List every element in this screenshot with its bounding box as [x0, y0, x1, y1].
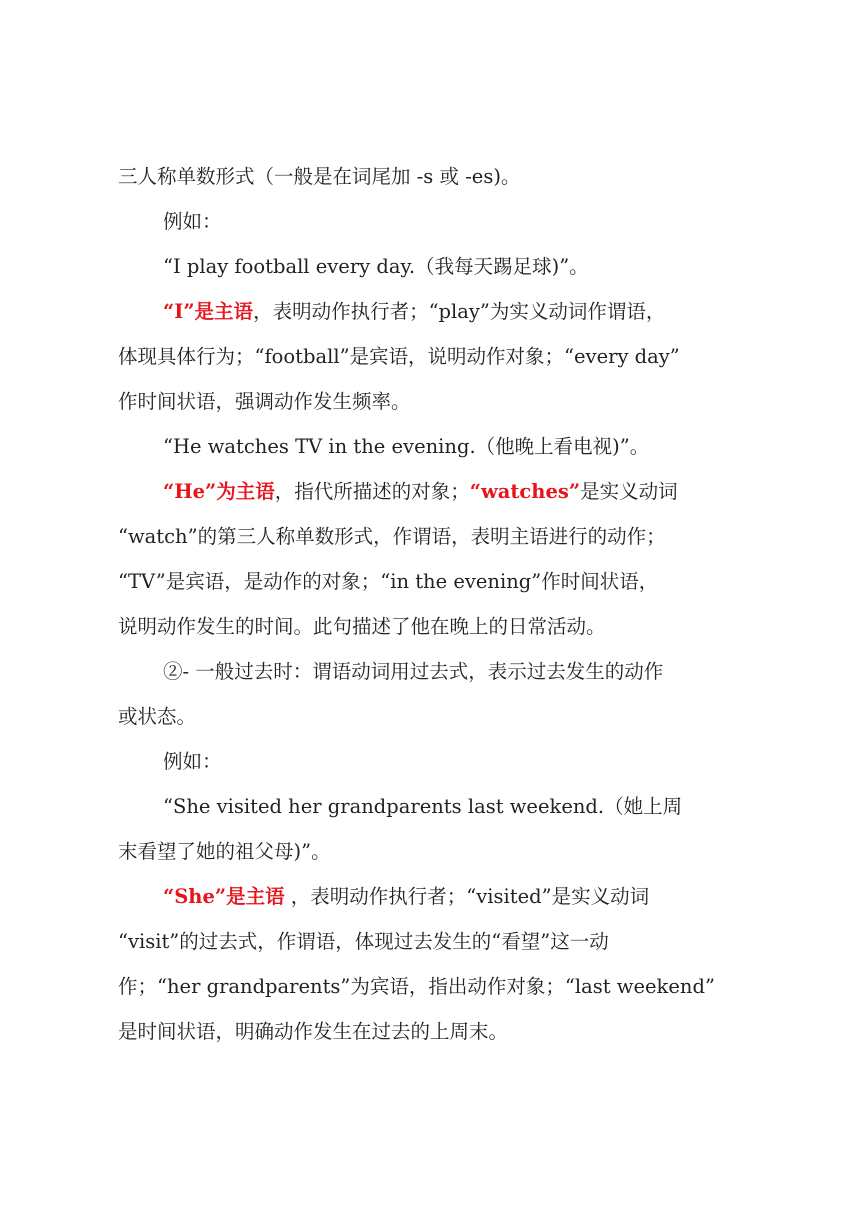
paragraph-line	[118, 469, 758, 514]
text-run: 体现具体行为；“football”是宾语，说明动作对象；“every day”	[118, 345, 680, 368]
text-run: ，表明动作执行者；“visited”是实义动词	[284, 885, 650, 908]
example-sentence	[118, 784, 758, 829]
paragraph-line	[118, 379, 758, 424]
text-run: 三人称单数形式（一般是在词尾加 -s 或 -es)。	[118, 165, 521, 188]
text-run: ，表明动作执行者；“play”为实义动词作谓语，	[253, 300, 666, 323]
paragraph-line	[118, 964, 758, 1009]
text-run: 末看望了她的祖父母)”。	[118, 840, 331, 863]
text-run: “I play football every day.（我每天踢足球)”。	[163, 255, 589, 278]
text-run: ，指代所描述的对象；	[274, 480, 470, 503]
text-run: 是实义动词	[580, 480, 678, 503]
text-run: 作；“her grandparents”为宾语，指出动作对象；“last weekend”	[118, 975, 715, 998]
paragraph-line	[118, 604, 758, 649]
highlighted-subject: “I”是主语	[163, 300, 254, 323]
paragraph-line	[118, 154, 758, 199]
text-run: 例如：	[163, 210, 222, 233]
text-run: 例如：	[163, 750, 222, 773]
text-run: ②- 一般过去时：谓语动词用过去式，表示过去发生的动作	[163, 660, 664, 683]
paragraph-line	[118, 289, 758, 334]
paragraph-line	[118, 514, 758, 559]
paragraph-line	[118, 739, 758, 784]
highlighted-verb: “watches”	[469, 480, 581, 503]
text-run: 是时间状语，明确动作发生在过去的上周末。	[118, 1020, 509, 1043]
text-run: 或状态。	[118, 705, 197, 728]
text-run: “He watches TV in the evening.（他晚上看电视)”。	[163, 435, 650, 458]
section-heading-line	[118, 649, 758, 694]
example-sentence	[118, 424, 758, 469]
highlighted-subject: “She”是主语	[163, 885, 285, 908]
paragraph-line	[118, 919, 758, 964]
text-run: “She visited her grandparents last weekend.（她上周	[163, 795, 683, 818]
paragraph-line	[118, 199, 758, 244]
text-run: “TV”是宾语，是动作的对象；“in the evening”作时间状语，	[118, 570, 659, 593]
example-sentence	[118, 244, 758, 289]
text-run: “visit”的过去式，作谓语，体现过去发生的“看望”这一动	[118, 930, 609, 953]
paragraph-line	[118, 559, 758, 604]
paragraph-line	[118, 874, 758, 919]
paragraph-line	[118, 694, 758, 739]
paragraph-line	[118, 1009, 758, 1054]
example-sentence	[118, 829, 758, 874]
highlighted-subject: “He”为主语	[163, 480, 275, 503]
document-body	[118, 154, 758, 1054]
text-run: 说明动作发生的时间。此句描述了他在晚上的日常活动。	[118, 615, 606, 638]
text-run: “watch”的第三人称单数形式，作谓语，表明主语进行的动作；	[118, 525, 666, 548]
paragraph-line	[118, 334, 758, 379]
text-run: 作时间状语，强调动作发生频率。	[118, 390, 411, 413]
